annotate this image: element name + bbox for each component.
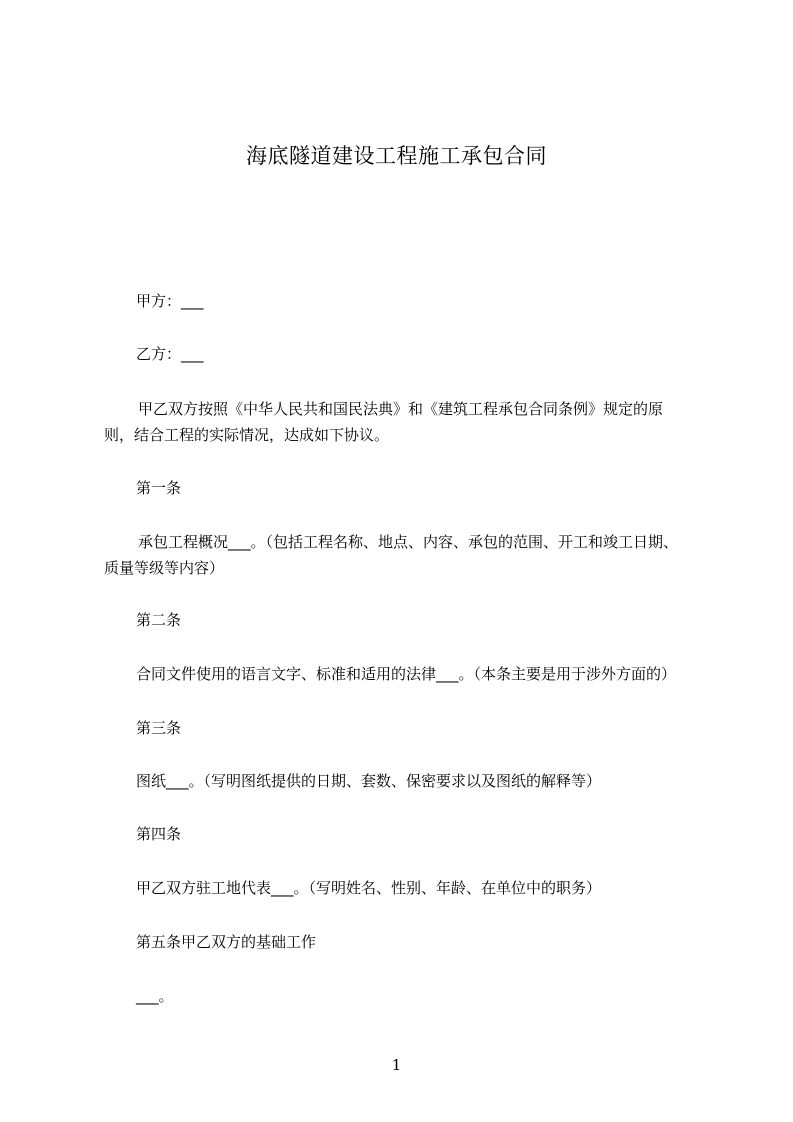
article-1-line-2: 质量等级等内容） [104, 559, 225, 577]
article-2-heading: 第二条 [136, 611, 182, 629]
article-1-line-1: 承包工程概况___。（包括工程名称、地点、内容、承包的范围、开工和竣工日期、 [138, 533, 679, 551]
article-3-heading: 第三条 [136, 719, 182, 737]
article-5-heading: 第五条甲乙双方的基础工作 [136, 933, 317, 951]
preamble-line-2: 则，结合工程的实际情况，达成如下协议。 [104, 426, 390, 444]
article-2-text: 合同文件使用的语言文字、标准和适用的法律___。（本条主要是用于涉外方面的） [136, 665, 677, 683]
article-5-text: ___。 [136, 987, 174, 1005]
page-number: 1 [391, 1056, 402, 1074]
article-1-paragraph [104, 529, 714, 581]
document-title: 海底隧道建设工程施工承包合同 [246, 144, 547, 168]
article-1-heading: 第一条 [136, 479, 182, 497]
article-4-heading: 第四条 [136, 825, 182, 843]
preamble-paragraph [104, 396, 714, 448]
party-a-line: 甲方：___ [136, 292, 204, 310]
article-3-text: 图纸___。（写明图纸提供的日期、套数、保密要求以及图纸的解释等） [136, 772, 602, 790]
preamble-line-1: 甲乙双方按照《中华人民共和国民法典》和《建筑工程承包合同条例》规定的原 [138, 400, 664, 418]
party-b-line: 乙方：___ [136, 345, 204, 363]
article-4-text: 甲乙双方驻工地代表___。（写明姓名、性别、年龄、在单位中的职务） [136, 879, 602, 897]
